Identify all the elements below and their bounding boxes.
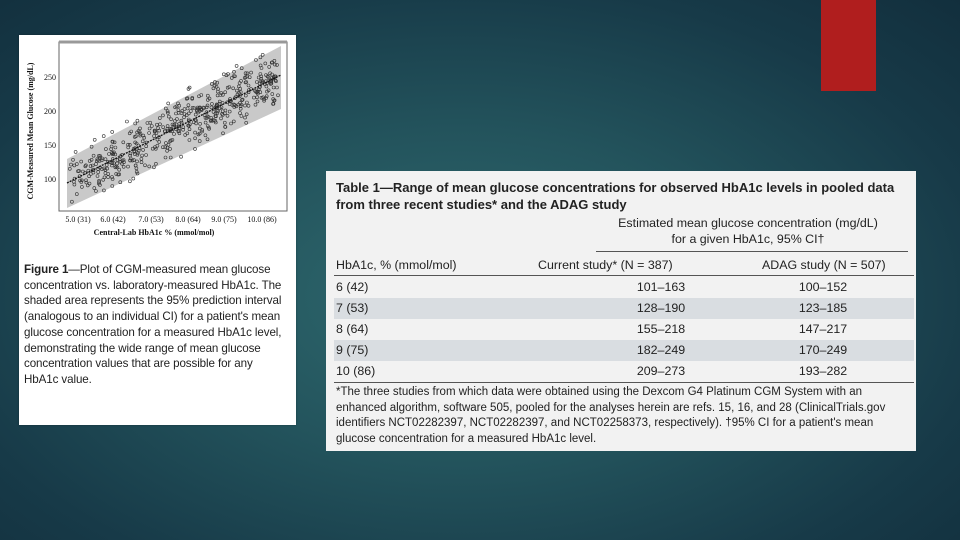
accent-bar [821, 0, 876, 91]
cell-hba1c: 8 (64) [336, 322, 369, 336]
col-header-adag: ADAG study (N = 507) [762, 258, 886, 272]
table-panel [326, 171, 916, 451]
estimate-header [588, 215, 908, 247]
y-tick-label: 150 [44, 141, 56, 150]
x-tick-label: 9.0 (75) [211, 215, 237, 224]
cell-hba1c: 10 (86) [336, 364, 376, 378]
cell-current: 209–273 [636, 364, 686, 378]
x-tick-label: 5.0 (31) [65, 215, 91, 224]
cell-current: 128–190 [636, 301, 686, 315]
figure-caption [24, 262, 286, 388]
cell-current: 182–249 [636, 343, 686, 357]
y-tick-label: 250 [44, 73, 56, 82]
cell-adag: 100–152 [798, 280, 848, 294]
cell-adag: 147–217 [798, 322, 848, 336]
cell-adag: 193–282 [798, 364, 848, 378]
table-row [334, 361, 914, 382]
table-footnote: *The three studies from which data were obtained using the Dexcom G4 Platinum CGM System with an enhanced algorithm, software 505, pooled for the analyses herein are refs. 15, 16, and 28 (ClinicalTrials.gov identifiers NCT02282397, NCT02282397, and NCT02258373, respectively). †95% CI for a patient's mean glucose concentration for a measured HbA1c level. [336, 386, 886, 445]
cell-current: 155–218 [636, 322, 686, 336]
scatter-plot [19, 35, 296, 270]
x-tick-label: 6.0 (42) [100, 215, 126, 224]
y-tick-label: 100 [44, 175, 56, 184]
x-tick-label: 8.0 (64) [175, 215, 201, 224]
x-tick-label: 10.0 (86) [247, 215, 277, 224]
col-header-hba1c: HbA1c, % (mmol/mol) [336, 258, 457, 272]
estimate-header-line1: Estimated mean glucose concentration (mg/dL) [618, 216, 878, 230]
table-bottom-rule [334, 382, 914, 383]
header-rule [596, 251, 908, 252]
cell-current: 101–163 [636, 280, 686, 294]
cell-hba1c: 9 (75) [336, 343, 369, 357]
x-tick-label: 7.0 (53) [138, 215, 164, 224]
cell-adag: 123–185 [798, 301, 848, 315]
caption-text: —Plot of CGM-measured mean glucose concentration vs. laboratory-measured HbA1c. The shaded area represents the 95% prediction interval (analogous to an individual CI) for a patient's mean glucose concentration for a measured HbA1c level, demonstrating the wide range of mean glucose concentration values that are possible for any HbA1c value. [24, 263, 282, 386]
y-tick-label: 200 [44, 107, 56, 116]
cell-hba1c: 7 (53) [336, 301, 369, 315]
cell-hba1c: 6 (42) [336, 280, 369, 294]
header-bottom-rule [334, 275, 914, 276]
table-row [334, 298, 914, 319]
col-header-current: Current study* (N = 387) [538, 258, 673, 272]
table-row [334, 277, 914, 298]
table-row [334, 340, 914, 361]
cell-adag: 170–249 [798, 343, 848, 357]
caption-label: Figure 1 [24, 263, 69, 276]
estimate-header-line2: for a given HbA1c, 95% CI† [671, 232, 825, 246]
x-axis-label: Central-Lab HbA1c % (mmol/mol) [93, 228, 215, 237]
table-title: Table 1—Range of mean glucose concentrations for observed HbA1c levels in pooled data from three recent studies* and the ADAG study [336, 180, 895, 212]
y-axis-label: CGM-Measured Mean Glucose (mg/dL) [26, 62, 35, 200]
table-row [334, 319, 914, 340]
